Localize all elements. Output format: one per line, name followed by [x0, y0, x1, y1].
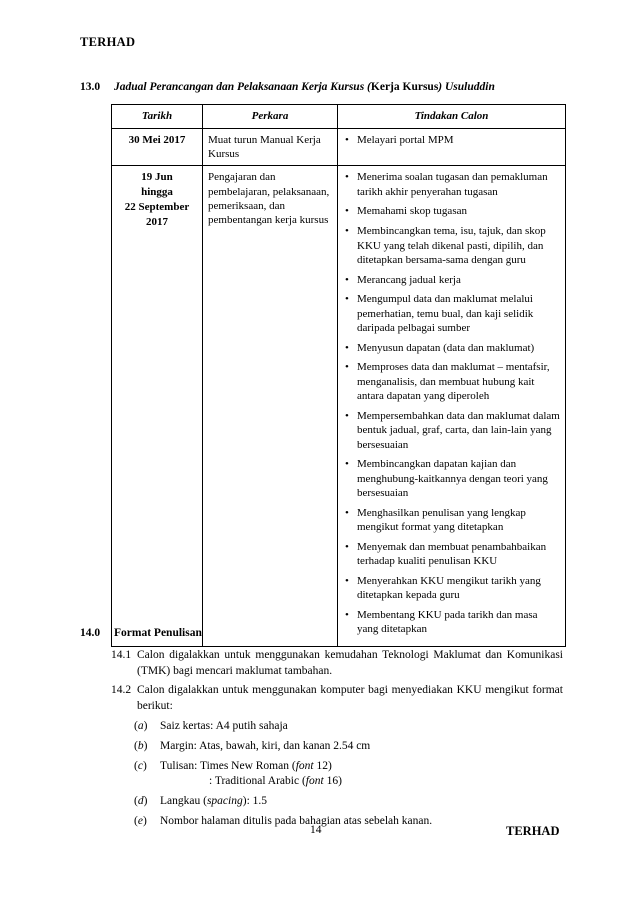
- item-b-text: Margin: Atas, bawah, kiri, dan kanan 2.54 cm: [160, 740, 371, 752]
- list-item: • Menghasilkan penulisan yang lengkap mengikut format yang ditetapkan: [343, 506, 560, 535]
- item-d-label: d: [137, 795, 144, 807]
- section-13-title-italic: Kerja Kursus: [370, 81, 439, 93]
- section-14-number: 14.0: [80, 627, 101, 639]
- row2-tindakan: [338, 166, 566, 646]
- item-c-line2: : Traditional Arabic (font 16): [209, 775, 342, 787]
- item-d-text: Langkau (spacing): 1.5: [160, 795, 268, 807]
- list-item: • Membentang KKU pada tarikh dan masa yang ditetapkan: [343, 608, 560, 637]
- item-e-label: e: [137, 815, 143, 827]
- paragraph-14-2: [111, 683, 563, 714]
- col-header-perkara: Perkara: [203, 105, 338, 129]
- row1-perkara: Muat turun Manual Kerja Kursus: [203, 128, 338, 166]
- table-row: [112, 128, 566, 166]
- row2-date: [112, 166, 203, 646]
- row2-perkara: Pengajaran dan pembelajaran, pelaksanaan, pemeriksaan, dan pembentangan kerja kursus: [203, 166, 338, 646]
- row2-date-line2: hingga: [141, 186, 173, 199]
- paragraph-14-1: [111, 648, 563, 679]
- item-c-label: c: [137, 760, 143, 772]
- col-header-tindakan: Tindakan Calon: [338, 105, 566, 129]
- item-a-text: Saiz kertas: A4 putih sahaja: [160, 720, 288, 732]
- list-item: • Memproses data dan maklumat – mentafsir, menganalisis, dan membuat hubung kait antara dapatan yang diperoleh: [343, 360, 560, 404]
- list-item: • Melayari portal MPM: [343, 133, 560, 148]
- table-header-row: [112, 105, 566, 129]
- list-item: • Menyemak dan membuat penambahbaikan terhadap kualiti penulisan KKU: [343, 540, 560, 569]
- section-14-heading: [80, 626, 202, 642]
- header-classification: TERHAD: [80, 35, 136, 49]
- item-b-label: b: [137, 740, 144, 752]
- paragraph-14-1-text: Calon digalakkan untuk menggunakan kemudahan Teknologi Maklumat dan Komunikasi (TMK) bagi mencari maklumat tambahan.: [137, 649, 563, 677]
- schedule-table: [111, 104, 566, 647]
- list-item: • Membincangkan dapatan kajian dan menghubung-kaitkannya dengan teori yang bersesuaian: [343, 457, 560, 501]
- section-13-heading: [80, 80, 495, 96]
- paragraph-14-2-text: Calon digalakkan untuk menggunakan komputer bagi menyediakan KKU mengikut format berikut:: [137, 684, 563, 712]
- list-item: • Merancang jadual kerja: [343, 273, 560, 288]
- row2-date-line4: 2017: [146, 215, 168, 228]
- list-item: • Membincangkan tema, isu, tajuk, dan skop KKU yang telah dikenal pasti, dipilih, dan ditetapkan bersama-sama dengan guru: [343, 224, 560, 268]
- paragraph-14-1-number: 14.1: [111, 649, 132, 661]
- col-header-tarikh: Tarikh: [112, 105, 203, 129]
- row2-date-line1: 19 Jun: [141, 171, 173, 184]
- section-14-title: Format Penulisan: [114, 627, 202, 639]
- section-13-title-tail: ) Usuluddin: [438, 81, 495, 93]
- row2-date-line3: 22 September: [124, 201, 190, 214]
- row1-date: 30 Mei 2017: [112, 128, 203, 166]
- row1-tindakan: [338, 128, 566, 166]
- item-c-line1: Tulisan: Times New Roman (font 12): [160, 760, 332, 772]
- page-number: 14: [310, 824, 322, 836]
- section-13-title: Jadual Perancangan dan Pelaksanaan Kerja Kursus (: [114, 81, 371, 93]
- section-13-number: 13.0: [80, 81, 101, 93]
- footer-classification: TERHAD: [506, 824, 560, 838]
- table-row: [112, 166, 566, 646]
- list-item: • Menyusun dapatan (data dan maklumat): [343, 341, 560, 356]
- document-page: TERHAD 13.0 Jadual Perancangan dan Pelaksanaan Kerja Kursus (Kerja Kursus) Usuluddin Tarikh Perkara Tindakan Calon 30 Mei 2017 Muat turun Manual Kerja Kursus • Melayari portal MPM 19 Jun hingga 22 September 2017 Pengajaran dan pembelajaran, pelaksanaan, pemeriksaan, dan pembentangan kerja kursus • Menerima soalan tugasan dan pemakluman tarikh akhir penyerahan tugasan • Memahami skop tugasan • Membincangkan tema, isu, tajuk, dan skop KKU yang telah dikenal pasti, dipilih, dan ditetapkan bersama-sama dengan guru • Merancang jadual kerja • Mengumpul data dan maklumat melalui pemerhatian, temu bual, dan kaji selidik daripada pelbagai sumber • Menyusun dapatan (data dan maklumat) • Memproses data dan maklumat – mentafsir, menganalisis, dan membuat hubung kait antara dapatan yang diperoleh • Mempersembahkan data dan maklumat dalam bentuk jadual, graf, carta, dan lain-lain yang bersesuaian • Membincangkan dapatan kajian dan menghubung-kaitkannya dengan teori yang bersesuaian • Menghasilkan penulisan yang lengkap mengikut format yang ditetapkan • Menyemak dan membuat penambahbaikan terhadap kualiti penulisan KKU • Menyerahkan KKU mengikut tarikh yang ditetapkan kepada guru • Membentang KKU pada tarikh dan masa yang ditetapkan 14.0 Format Penulisan 14.1 Calon digalakkan untuk menggunakan kemudahan Teknologi Maklumat dan Komunikasi (TMK) bagi mencari maklumat tambahan. 14.2 Calon digalakkan untuk menggunakan komputer bagi menyediakan KKU mengikut format berikut: (a) Saiz kertas: A4 putih sahaja (b) Margin: Atas, bawah, kiri, dan kanan 2.54 cm (c) Tulisan: Times New Roman (font 12) : Traditional Arabic (font 16) (d) Langkau (spacing): 1.5 (e) Nombor halaman ditulis pada bahagian atas sebelah kanan. 14 TERHAD: [0, 0, 638, 903]
- item-a-label: a: [137, 720, 144, 732]
- list-item: • Menyerahkan KKU mengikut tarikh yang ditetapkan kepada guru: [343, 574, 560, 603]
- list-item: • Mempersembahkan data dan maklumat dalam bentuk jadual, graf, carta, dan lain-lain yang bersesuaian: [343, 409, 560, 453]
- item-e-text: Nombor halaman ditulis pada bahagian atas sebelah kanan.: [160, 815, 433, 827]
- list-item: • Menerima soalan tugasan dan pemakluman tarikh akhir penyerahan tugasan: [343, 170, 560, 199]
- list-item: • Mengumpul data dan maklumat melalui pemerhatian, temu bual, dan kaji selidik daripada pelbagai sumber: [343, 292, 560, 336]
- list-item: • Memahami skop tugasan: [343, 204, 560, 219]
- paragraph-14-2-number: 14.2: [111, 684, 132, 696]
